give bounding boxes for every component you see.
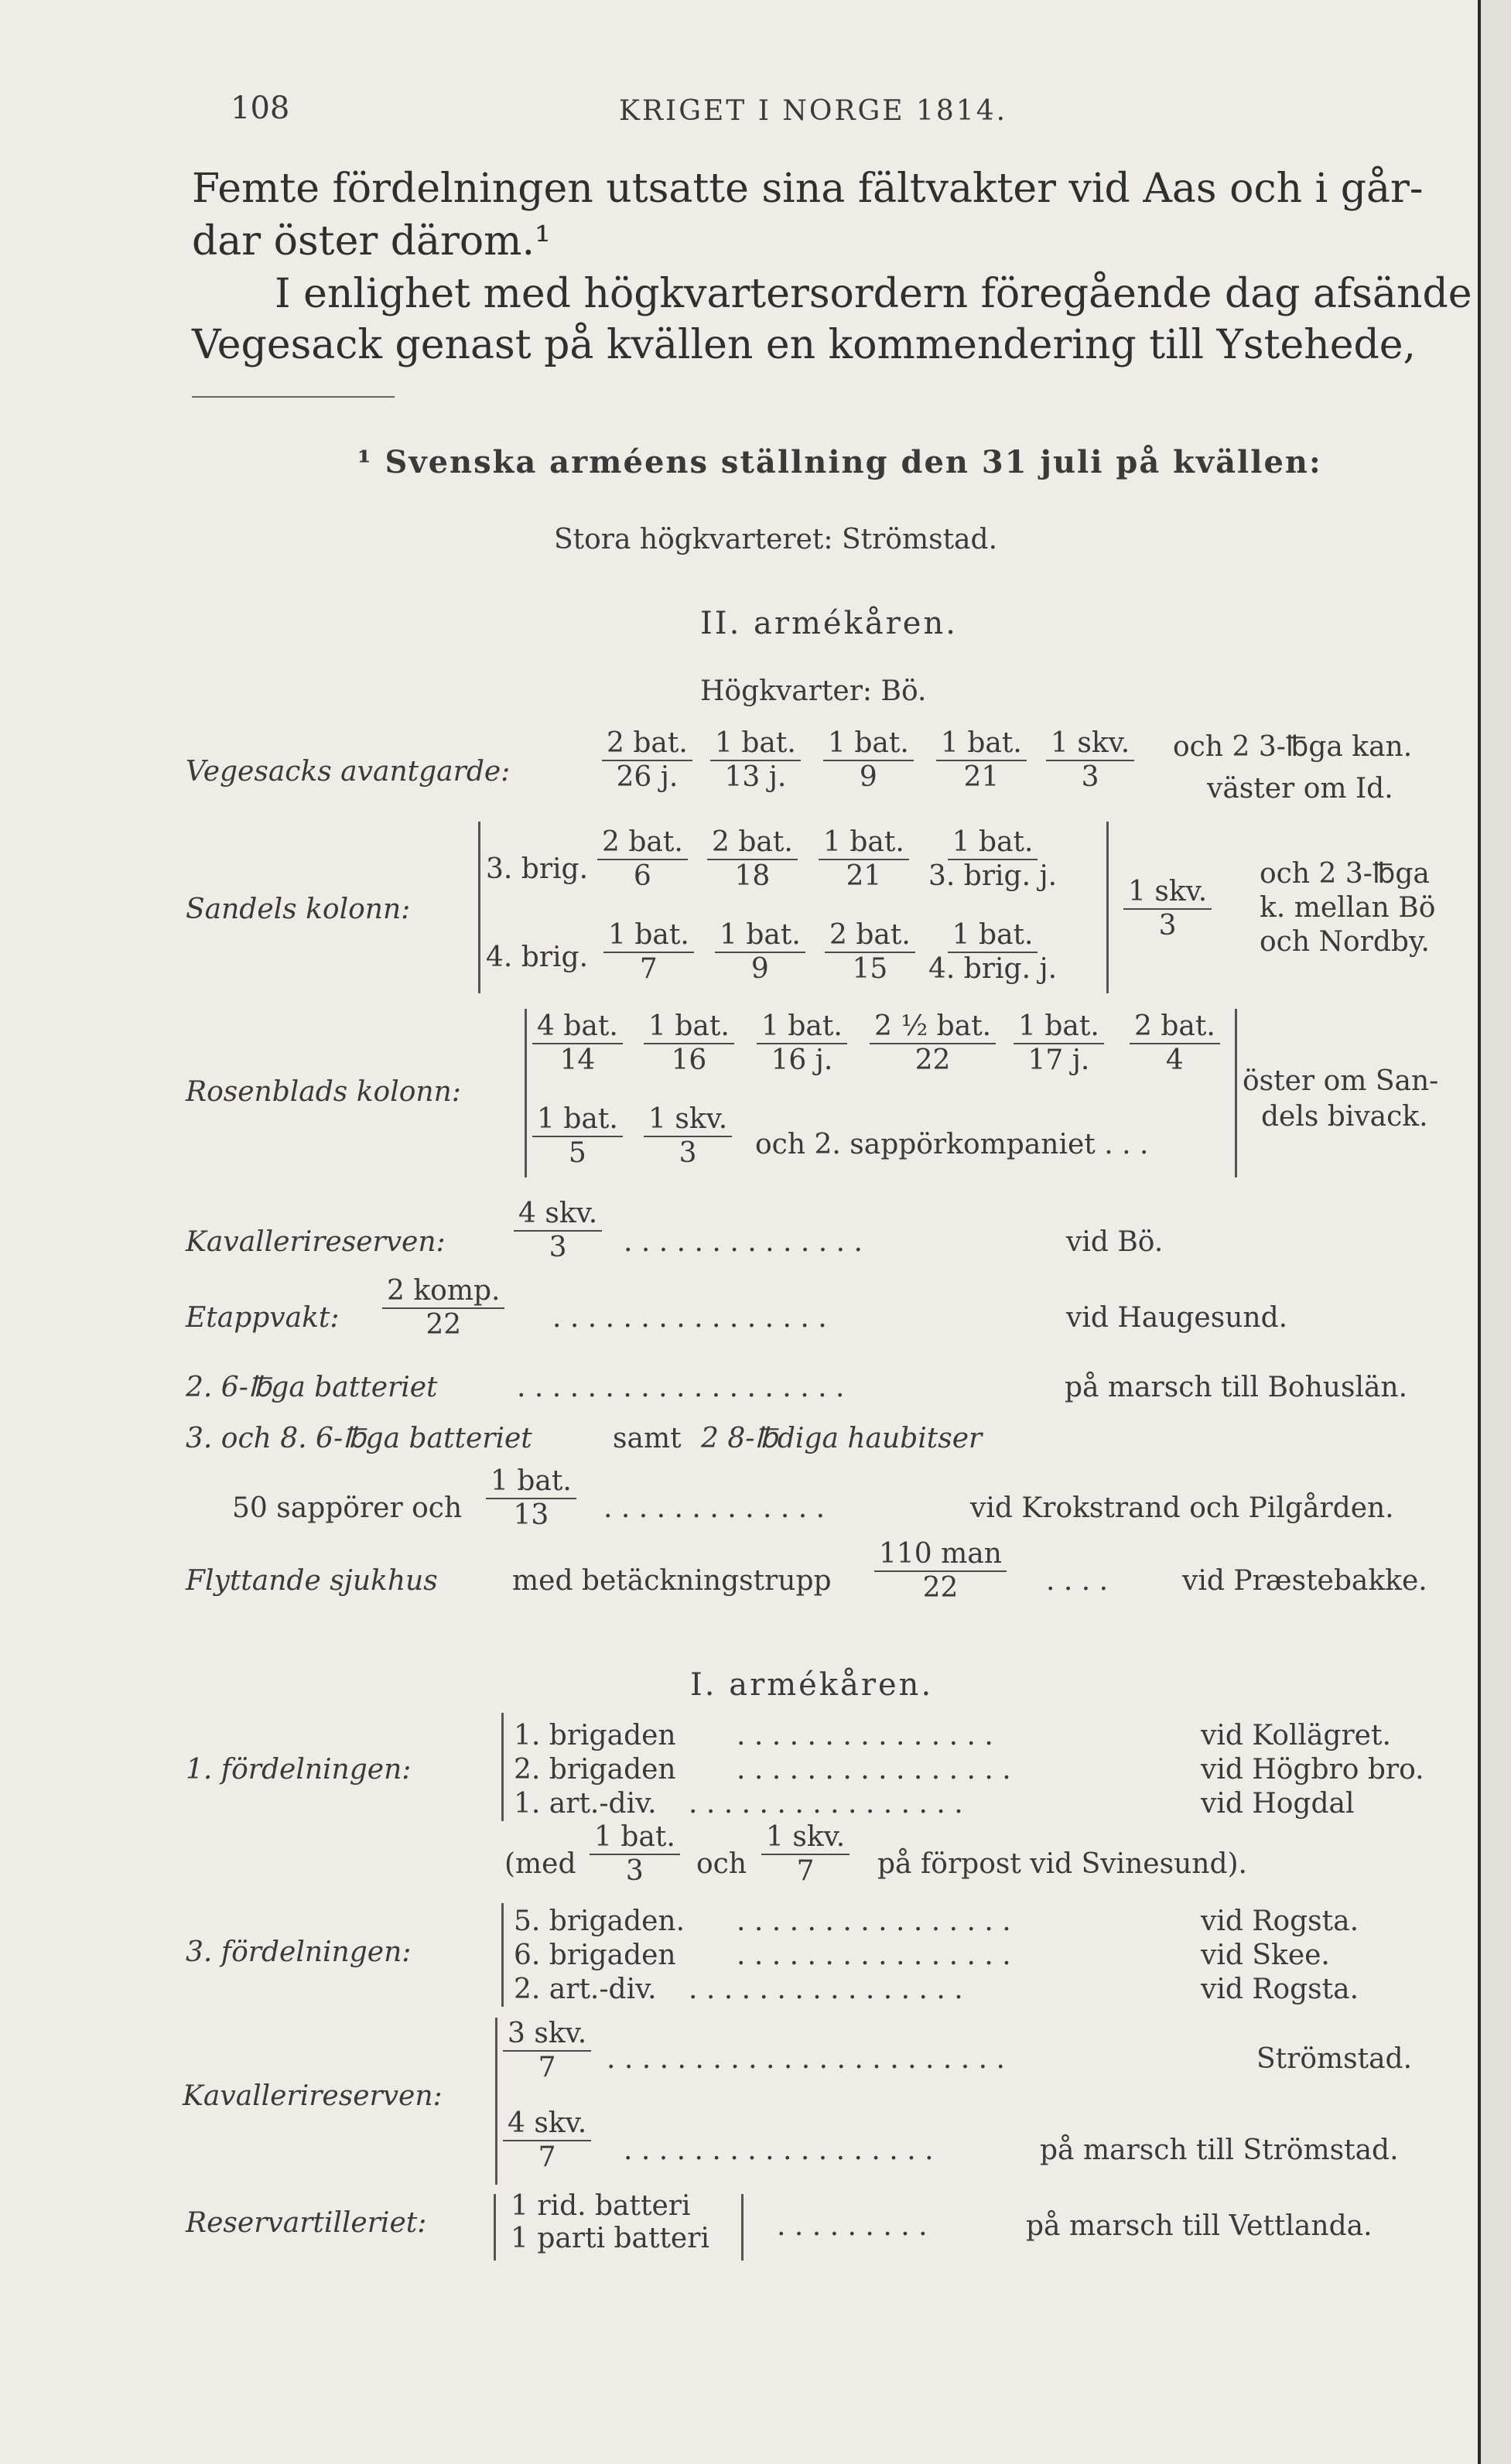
hospital-label: Flyttande sjukhus — [186, 1565, 438, 1597]
sandels-tail-1: och 2 3-℔ga — [1260, 858, 1430, 890]
rosenblad-r1-frac-5: 1 bat. 17 j. — [1014, 1012, 1104, 1075]
sandels-r4-frac-2: 1 bat. 9 — [715, 921, 805, 984]
etappvakt-frac: 2 komp. 22 — [382, 1276, 504, 1340]
reserve-art-brace — [494, 2194, 504, 2261]
div1-row3-name: 1. art.-div. — [514, 1788, 657, 1820]
div1-row2-leader: . . . . . . . . . . . . . . . . — [737, 1754, 1011, 1786]
corps2-cav-frac: 4 skv. 3 — [514, 1199, 602, 1263]
corps2-cav-label: Kavallerireserven: — [186, 1226, 446, 1258]
corps2-title: II. armékåren. — [700, 606, 958, 641]
reserve-art-row-2: 1 parti batteri — [511, 2223, 709, 2254]
corps1-title: I. armékåren. — [690, 1667, 934, 1703]
reserve-art-row-1: 1 rid. batteri — [511, 2190, 691, 2222]
div1-row1-name: 1. brigaden — [514, 1720, 676, 1751]
sappers-leader: . . . . . . . . . . . . . — [603, 1492, 826, 1524]
rosenblad-label: Rosenblads kolonn: — [186, 1076, 461, 1108]
corps1-cav-loc-1: Strömstad. — [1256, 2043, 1413, 2075]
div1-row3-loc: vid Hogdal — [1201, 1788, 1355, 1820]
vegesack-frac-4: 1 bat. 21 — [936, 729, 1027, 792]
div1-row3-leader: . . . . . . . . . . . . . . . . — [689, 1788, 963, 1820]
footnote-separator — [192, 396, 395, 398]
etappvakt-loc: vid Haugesund. — [1066, 1302, 1288, 1334]
div3-row2-name: 6. brigaden — [514, 1939, 676, 1971]
div3-row1-loc: vid Rogsta. — [1201, 1905, 1359, 1937]
div1-label: 1. fördelningen: — [186, 1754, 412, 1786]
div3-label: 3. fördelningen: — [186, 1936, 412, 1968]
corps1-cav-frac-1: 3 skv. 7 — [503, 2019, 591, 2083]
corps1-cav-loc-2: på marsch till Strömstad. — [1040, 2134, 1399, 2166]
sandels-label: Sandels kolonn: — [186, 894, 411, 925]
div3-brace — [501, 1903, 511, 2007]
rosenblad-r2-tail: och 2. sappörkompaniet . . . — [755, 1129, 1149, 1160]
corps2-cav-leader: . . . . . . . . . . . . . . — [624, 1226, 863, 1258]
vegesack-tail-2: väster om Id. — [1207, 773, 1393, 805]
div1-note-frac-1: 1 bat. 3 — [590, 1823, 680, 1886]
rosenblad-tail-1: öster om San- — [1243, 1065, 1439, 1097]
sappers-pre: 50 sappörer och — [232, 1492, 463, 1524]
battery38-a: 3. och 8. 6-℔ga batteriet — [186, 1423, 532, 1454]
corps1-cav-frac-2: 4 skv. 7 — [503, 2109, 591, 2172]
hospital-frac: 110 man 22 — [874, 1540, 1007, 1603]
rosenblad-r1-frac-6: 2 bat. 4 — [1130, 1012, 1220, 1075]
div1-row2-name: 2. brigaden — [514, 1754, 676, 1786]
div3-row1-name: 5. brigaden. — [514, 1905, 685, 1937]
vegesack-label: Vegesacks avantgarde: — [186, 756, 511, 788]
vegesack-frac-5: 1 skv. 3 — [1046, 729, 1134, 792]
div1-note-close: på förpost vid Svinesund). — [877, 1848, 1247, 1880]
sandels-r4-frac-3: 2 bat. 15 — [825, 921, 915, 984]
div1-row2-loc: vid Högbro bro. — [1201, 1754, 1424, 1786]
vegesack-frac-2: 1 bat. 13 j. — [710, 729, 801, 792]
div3-row2-loc: vid Skee. — [1201, 1939, 1330, 1971]
corps1-cav-leader-2: . . . . . . . . . . . . . . . . . . — [624, 2134, 934, 2166]
div3-row3-leader: . . . . . . . . . . . . . . . . — [689, 1974, 963, 2005]
div1-row1-leader: . . . . . . . . . . . . . . . — [737, 1720, 993, 1751]
rosenblad-r1-frac-3: 1 bat. 16 j. — [757, 1012, 847, 1075]
rosenblad-close-brace — [1227, 1009, 1237, 1177]
div1-row1-loc: vid Kollägret. — [1201, 1720, 1391, 1751]
div3-row2-leader: . . . . . . . . . . . . . . . . — [737, 1939, 1011, 1971]
reserve-art-close-brace — [733, 2194, 744, 2261]
sandels-brig4: 4. brig. — [486, 942, 589, 973]
sandels-r3-frac-2: 2 bat. 18 — [707, 828, 798, 891]
div1-note-mid: och — [696, 1848, 747, 1880]
sandels-skv-frac: 1 skv. 3 — [1123, 877, 1212, 941]
sandels-tail-3: och Nordby. — [1260, 926, 1430, 958]
corps1-cav-label: Kavallerireserven: — [183, 2080, 443, 2112]
battery2-loc: på marsch till Bohuslän. — [1065, 1372, 1408, 1403]
hospital-mid: med betäckningstrupp — [512, 1565, 832, 1597]
body-line-2: dar öster därom.¹ — [192, 218, 551, 265]
sandels-r3-frac-1: 2 bat. 6 — [597, 828, 688, 891]
rosenblad-tail-2: dels bivack. — [1261, 1101, 1428, 1133]
reserve-art-leader: . . . . . . . . . — [777, 2210, 928, 2242]
rosenblad-r2-frac-1: 1 bat. 5 — [532, 1105, 623, 1168]
div3-row3-name: 2. art.-div. — [514, 1974, 657, 2005]
corps2-hq: Högkvarter: Bö. — [700, 675, 927, 707]
body-line-4: Vegesack genast på kvällen en kommendering till Ystehede, — [192, 322, 1417, 368]
page-edge — [1478, 0, 1511, 2464]
div3-row3-loc: vid Rogsta. — [1201, 1974, 1359, 2005]
vegesack-tail-1: och 2 3-℔ga kan. — [1173, 731, 1413, 763]
rosenblad-r1-frac-2: 1 bat. 16 — [644, 1012, 734, 1075]
reserve-art-loc: på marsch till Vettlanda. — [1026, 2210, 1373, 2242]
div1-note-frac-2: 1 skv. 7 — [761, 1823, 850, 1886]
rosenblad-r1-frac-4: 2 ½ bat. 22 — [870, 1012, 996, 1075]
main-hq: Stora högkvarteret: Strömstad. — [554, 524, 998, 555]
battery38-b: samt — [613, 1423, 682, 1454]
page-number: 108 — [231, 91, 290, 126]
hospital-loc: vid Præstebakke. — [1182, 1565, 1427, 1597]
sappers-frac: 1 bat. 13 — [486, 1467, 576, 1530]
hospital-leader: . . . . — [1046, 1565, 1109, 1597]
battery38-c: 2 8-℔diga haubitser — [701, 1423, 983, 1454]
running-title: KRIGET I NORGE 1814. — [619, 95, 1008, 127]
corps2-cav-loc: vid Bö. — [1066, 1226, 1164, 1258]
sappers-loc: vid Krokstrand och Pilgården. — [970, 1492, 1394, 1524]
body-line-1: Femte fördelningen utsatte sina fältvakter vid Aas och i går- — [192, 166, 1424, 212]
sandels-r3-frac-3: 1 bat. 21 — [819, 828, 909, 891]
sandels-r3-frac-4: 1 bat. 3. brig. j. — [928, 826, 1058, 892]
footnote-heading: ¹ Svenska arméens ställning den 31 juli på kvällen: — [357, 444, 1322, 480]
sandels-r4-frac-1: 1 bat. 7 — [603, 921, 694, 984]
rosenblad-r1-frac-1: 4 bat. 14 — [532, 1012, 623, 1075]
sandels-close-brace — [1099, 822, 1109, 993]
body-line-3: I enlighet med högkvartersordern föregående dag afsände — [275, 271, 1472, 317]
etappvakt-leader: . . . . . . . . . . . . . . . . — [552, 1302, 827, 1334]
corps1-cav-leader-1: . . . . . . . . . . . . . . . . . . . . . . . — [607, 2043, 1005, 2075]
battery2-label: 2. 6-℔ga batteriet — [186, 1372, 438, 1403]
reserve-art-label: Reservartilleriet: — [186, 2207, 427, 2239]
div3-row1-leader: . . . . . . . . . . . . . . . . — [737, 1905, 1011, 1937]
sandels-tail-2: k. mellan Bö — [1260, 892, 1436, 924]
sandels-r4-frac-4: 1 bat. 4. brig. j. — [928, 919, 1058, 985]
vegesack-frac-3: 1 bat. 9 — [823, 729, 914, 792]
etappvakt-label: Etappvakt: — [186, 1302, 340, 1334]
sandels-brig3: 3. brig. — [486, 853, 589, 885]
div1-note-open: (med — [504, 1848, 576, 1880]
rosenblad-r2-frac-2: 1 skv. 3 — [644, 1105, 732, 1168]
battery2-leader: . . . . . . . . . . . . . . . . . . . — [517, 1372, 845, 1403]
div1-brace — [501, 1713, 511, 1821]
vegesack-frac-1: 2 bat. 26 j. — [602, 729, 692, 792]
